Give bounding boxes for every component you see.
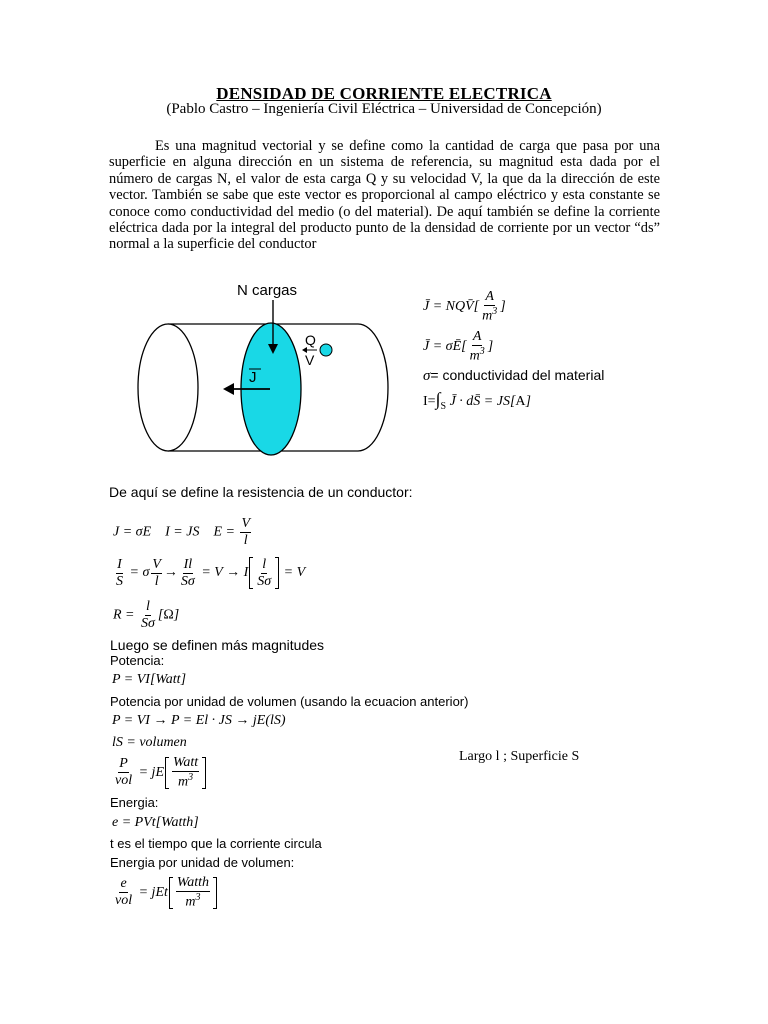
- intro-paragraph: [109, 138, 660, 253]
- cylinder-right-end: [358, 324, 388, 451]
- formula-energy-per-volume: $\frac{e}{\text{vol}}$ = jEt $\frac{\text{Watth}}{m^3}$: [112, 876, 218, 910]
- formula-j-nqv: J̄ = NQV̄[ $\frac{A}{m^3}$ ]: [423, 289, 506, 324]
- formula-ohm-basic: J = σE I = JS E = $\frac{V}{l}$: [113, 516, 251, 548]
- time-note: t es el tiempo que la corriente circula: [110, 836, 322, 851]
- q-label: Q: [305, 332, 316, 348]
- page-title: DENSIDAD DE CORRIENTE ELECTRICA: [216, 84, 552, 103]
- cylinder-left-end: [138, 324, 198, 451]
- formula-power-derivation: P = VI → P = El · JS → jE(lS): [112, 713, 286, 728]
- power-per-volume-label: Potencia por unidad de volumen (usando la ecuacion anterior): [110, 694, 469, 709]
- diagram-caption: Largo l ; Superficie S: [459, 749, 580, 764]
- charge-dot: [320, 344, 332, 356]
- more-magnitudes: Luego se definen más magnitudes: [110, 637, 325, 653]
- formula-energy: e = PVt[Watth]: [112, 815, 199, 830]
- sigma-desc: conductividad del material: [442, 367, 605, 383]
- formula-ohm-derivation: $\frac{I}{S}$ = σ $\frac{V}{l}$ → $\frac{Il}{S\sigma}$ = V → I $\frac{l}{S\sigma}$ = V: [116, 556, 306, 589]
- formula-power: P = VI[Watt]: [112, 672, 187, 687]
- conductor-diagram: [130, 278, 400, 468]
- formula-resistance: R = $\frac{l}{S\sigma}$ [Ω]: [113, 599, 180, 631]
- energy-label: Energia:: [110, 795, 159, 810]
- j-arrow-head: [223, 383, 234, 395]
- power-label: Potencia:: [110, 653, 165, 668]
- charges-label: N cargas: [237, 282, 298, 299]
- j-label: J: [249, 369, 257, 386]
- intro-text: Es una magnitud vectorial y se define como la cantidad de carga que pasa por una superficie en alguna dirección en un sistema de referencia, su magnitud esta dada por el número de cargas N, el valor de esta carga Q y su velocidad V, la que da la dirección de este vector. También se sabe que este vector es proporcional al campo eléctrico y esta constante se conoce como conductividad del medio (o del material). De aquí también se define la corriente eléctrica dada por la integral del producto punto de la densidad de corriente por un vector “ds” normal a la superficie del conductor: [109, 138, 660, 253]
- formula-current: $I=\int_S$ J̄ · dS̄ = JS[A]: [423, 389, 531, 412]
- formula-j-sigma-e: J̄ = σĒ[ $\frac{A}{m^3}$ ]: [423, 329, 494, 364]
- v-label: V: [305, 352, 315, 368]
- formula-power-per-volume: $\frac{P}{\text{vol}}$ = jE $\frac{\text{Watt}}{m^3}$: [112, 756, 207, 790]
- formula-volume: lS = volumen: [112, 735, 187, 750]
- energy-per-volume-label: Energia por unidad de volumen:: [110, 855, 295, 870]
- current-prefix: I=: [423, 394, 436, 409]
- page-subtitle: (Pablo Castro – Ingeniería Civil Eléctrica – Universidad de Concepción): [166, 101, 602, 117]
- sigma-definition: σ= conductividad del material: [423, 367, 605, 384]
- resistance-intro: De aquí se define la resistencia de un conductor:: [109, 484, 413, 500]
